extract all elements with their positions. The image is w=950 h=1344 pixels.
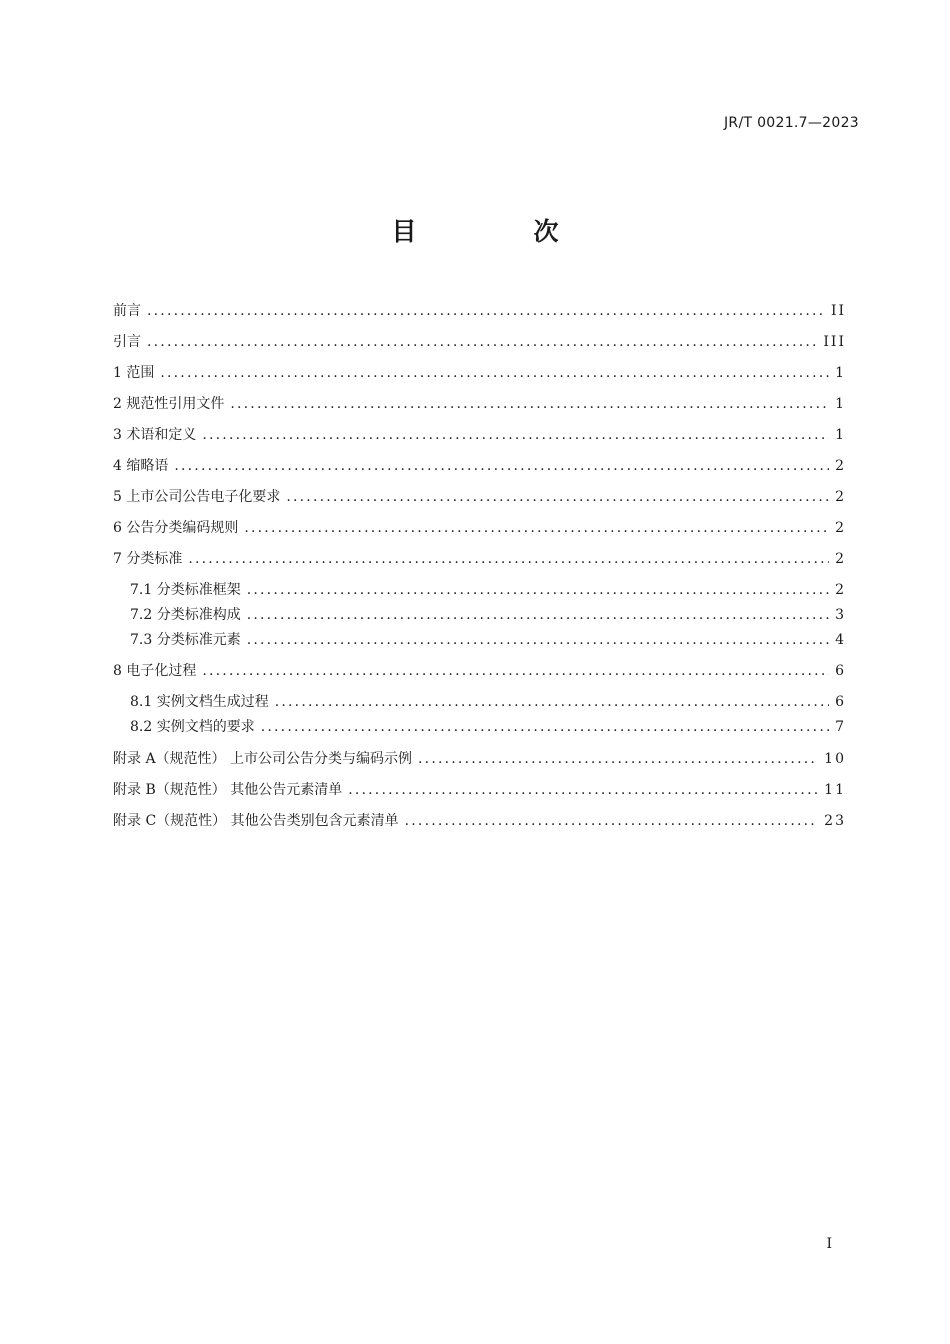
toc-leader-dots [147,300,825,322]
toc-entry-introduction[interactable] [113,331,846,353]
toc-entry-abbreviations[interactable] [113,455,846,477]
toc-page-number: 2 [835,489,846,505]
toc-entry-foreword[interactable] [113,300,846,322]
toc-entry-electronic-process[interactable] [113,660,846,682]
toc-leader-dots [188,548,829,570]
toc-label: 7 分类标准 [113,551,183,567]
toc-label: 附录 B（规范性） 其他公告元素清单 [113,782,343,798]
toc-label: 2 规范性引用文件 [113,396,225,412]
toc-leader-dots [244,517,829,539]
toc-leader-dots [348,779,818,801]
toc-page-number: III [823,334,846,350]
toc-entry-annex-b[interactable] [113,779,846,801]
toc-label: 8 电子化过程 [113,663,197,679]
toc-entry-normative-references[interactable] [113,393,846,415]
toc-label: 3 术语和定义 [113,427,197,443]
standard-code: JR/T 0021.7—2023 [724,115,859,131]
toc-label: 6 公告分类编码规则 [113,520,239,536]
toc-entry-7-1[interactable] [130,579,846,601]
toc-entry-annex-a[interactable] [113,748,846,770]
toc-entry-coding-rules[interactable] [113,517,846,539]
toc-page-number: 2 [835,551,846,567]
toc-leader-dots [247,604,829,626]
toc-leader-dots [247,629,829,651]
toc-entry-7-2[interactable] [130,604,846,626]
toc-entry-classification-standard[interactable] [113,548,846,570]
toc-page-number: 4 [835,632,846,648]
toc-label: 8.2 实例文档的要求 [130,719,255,735]
toc-page-number: 1 [835,365,846,381]
toc-page-number: 6 [835,663,846,679]
toc-label: 7.1 分类标准框架 [130,582,241,598]
toc-label: 前言 [113,303,141,319]
toc-leader-dots [286,486,829,508]
toc-leader-dots [160,362,829,384]
toc-label: 4 缩略语 [113,458,169,474]
toc-page-number: II [830,303,846,319]
toc-label: 7.2 分类标准构成 [130,607,241,623]
toc-leader-dots [418,748,818,770]
toc-page-number: 3 [835,607,846,623]
toc-entry-scope[interactable] [113,362,846,384]
toc-leader-dots [202,660,829,682]
toc-label: 1 范围 [113,365,155,381]
toc-page-number: 1 [835,427,846,443]
toc-page-number: 23 [824,813,846,829]
toc-page-number: 7 [835,719,846,735]
toc-page-number: 11 [824,782,846,798]
toc-leader-dots [405,810,819,832]
toc-entry-terms-definitions[interactable] [113,424,846,446]
toc-leader-dots [247,579,829,601]
toc-leader-dots [147,331,817,353]
toc-leader-dots [230,393,829,415]
toc-label: 7.3 分类标准元素 [130,632,241,648]
toc-page-number: 2 [835,582,846,598]
toc-entry-annex-c[interactable] [113,810,846,832]
toc-entry-electronic-requirements[interactable] [113,486,846,508]
toc-label: 5 上市公司公告电子化要求 [113,489,281,505]
toc-page-number: 10 [824,751,846,767]
toc-entry-8-2[interactable] [130,716,846,738]
toc-leader-dots [261,716,829,738]
toc-leader-dots [275,691,829,713]
toc-label: 8.1 实例文档生成过程 [130,694,269,710]
page-number: I [826,1236,832,1252]
toc-label: 引言 [113,334,141,350]
toc-entry-8-1[interactable] [130,691,846,713]
toc-leader-dots [202,424,829,446]
toc-page-number: 6 [835,694,846,710]
toc-label: 附录 C（规范性） 其他公告类别包含元素清单 [113,813,399,829]
toc-entry-7-3[interactable] [130,629,846,651]
toc-page-number: 1 [835,396,846,412]
toc-page-number: 2 [835,520,846,536]
toc-label: 附录 A（规范性） 上市公司公告分类与编码示例 [113,751,413,767]
toc-page-number: 2 [835,458,846,474]
page-title: 目 次 [391,217,605,246]
toc-leader-dots [174,455,829,477]
